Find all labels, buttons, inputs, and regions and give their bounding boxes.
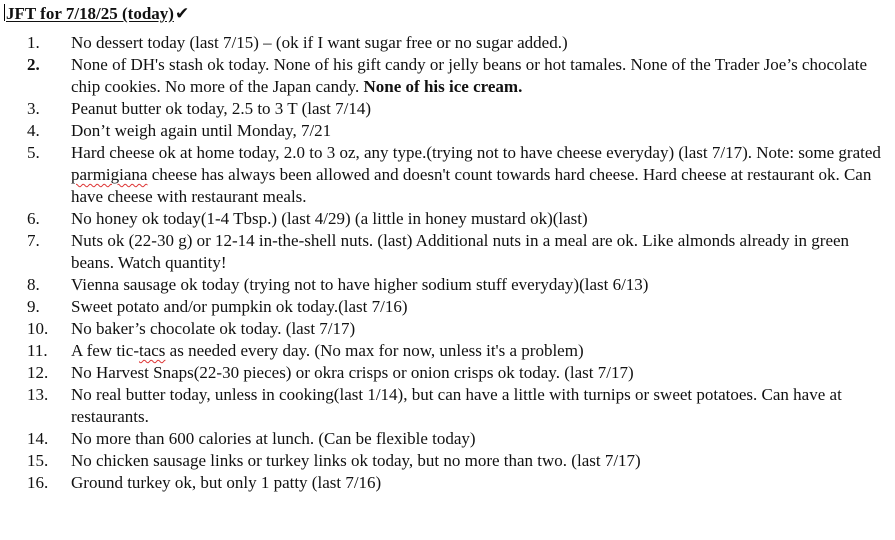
item-text: No baker’s chocolate ok today. (last 7/17) [71, 319, 356, 338]
item-number: 4. [27, 121, 40, 140]
item-number: 1. [27, 33, 40, 52]
list-item [0, 362, 895, 384]
item-text: No real butter today, unless in cooking(last 1/14), but can have a little with turnips or sweet potatoes. Can have at restaurants. [71, 385, 842, 426]
item-text: Peanut butter ok today, 2.5 to 3 T (last 7/14) [71, 99, 371, 118]
item-text: cheese has always been allowed and doesn't count towards hard cheese. Hard cheese at restaurant ok. Can have cheese with restaurant meals. [71, 165, 872, 206]
item-text: No honey ok today(1-4 Tbsp.) (last 4/29) (a little in honey mustard ok)(last) [71, 209, 588, 228]
item-number: 5. [27, 143, 40, 162]
item-number: 16. [27, 473, 49, 492]
list-item [0, 428, 895, 450]
rules-list [0, 32, 895, 494]
item-number: 8. [27, 275, 40, 294]
item-number: 13. [27, 385, 49, 404]
item-text: None of DH's stash ok today. None of his gift candy or jelly beans or hot tamales. None of the Trader Joe’s chocolate chip cookies. No more of the Japan candy. [71, 55, 868, 96]
item-number: 9. [27, 297, 40, 316]
item-text: Ground turkey ok, but only 1 patty (last 7/16) [71, 473, 382, 492]
item-text: Hard cheese ok at home today, 2.0 to 3 oz, any type.(trying not to have cheese everyday) (last 7/17). Note: some grated [71, 143, 881, 162]
list-item [0, 472, 895, 494]
item-text: No dessert today (last 7/15) – (ok if I want sugar free or no sugar added.) [71, 33, 568, 52]
item-number: 6. [27, 209, 40, 228]
list-item [0, 384, 895, 428]
spellcheck-word: parmigiana [71, 165, 148, 184]
item-text: as needed every day. (No max for now, unless it's a problem) [169, 341, 584, 360]
item-text: A few tic- [71, 341, 139, 360]
list-item [0, 450, 895, 472]
item-text: Vienna sausage ok today (trying not to have higher sodium stuff everyday)(last 6/13) [71, 275, 649, 294]
list-item [0, 98, 895, 120]
item-number: 15. [27, 451, 49, 470]
spellcheck-word: tacs [138, 341, 166, 360]
title-text: JFT for 7/18/25 (today) [6, 4, 174, 23]
item-text: Nuts ok (22-30 g) or 12-14 in-the-shell nuts. (last) Additional nuts in a meal are ok. Like almonds already in green beans. Watch quantity! [71, 231, 850, 272]
item-text-bold: None of his ice cream. [363, 77, 523, 96]
item-text: Don’t weigh again until Monday, 7/21 [71, 121, 332, 140]
item-number: 12. [27, 363, 49, 382]
text-cursor [4, 4, 5, 21]
list-item [0, 230, 895, 274]
list-item [0, 208, 895, 230]
document-title [4, 3, 189, 25]
item-text: Sweet potato and/or pumpkin ok today.(last 7/16) [71, 297, 408, 316]
item-number: 14. [27, 429, 49, 448]
item-number: 10. [27, 319, 49, 338]
item-number: 2. [27, 55, 40, 74]
list-item [0, 54, 895, 98]
list-item [0, 32, 895, 54]
item-text: No more than 600 calories at lunch. (Can be flexible today) [71, 429, 476, 448]
checkmark-icon: ✔ [174, 4, 190, 23]
list-item [0, 120, 895, 142]
list-item [0, 142, 895, 208]
list-item [0, 296, 895, 318]
item-text: No chicken sausage links or turkey links ok today, but no more than two. (last 7/17) [71, 451, 641, 470]
item-number: 11. [27, 341, 48, 360]
list-item [0, 340, 895, 362]
item-text: No Harvest Snaps(22-30 pieces) or okra crisps or onion crisps ok today. (last 7/17) [71, 363, 634, 382]
item-number: 7. [27, 231, 40, 250]
list-item [0, 318, 895, 340]
list-item [0, 274, 895, 296]
item-number: 3. [27, 99, 40, 118]
